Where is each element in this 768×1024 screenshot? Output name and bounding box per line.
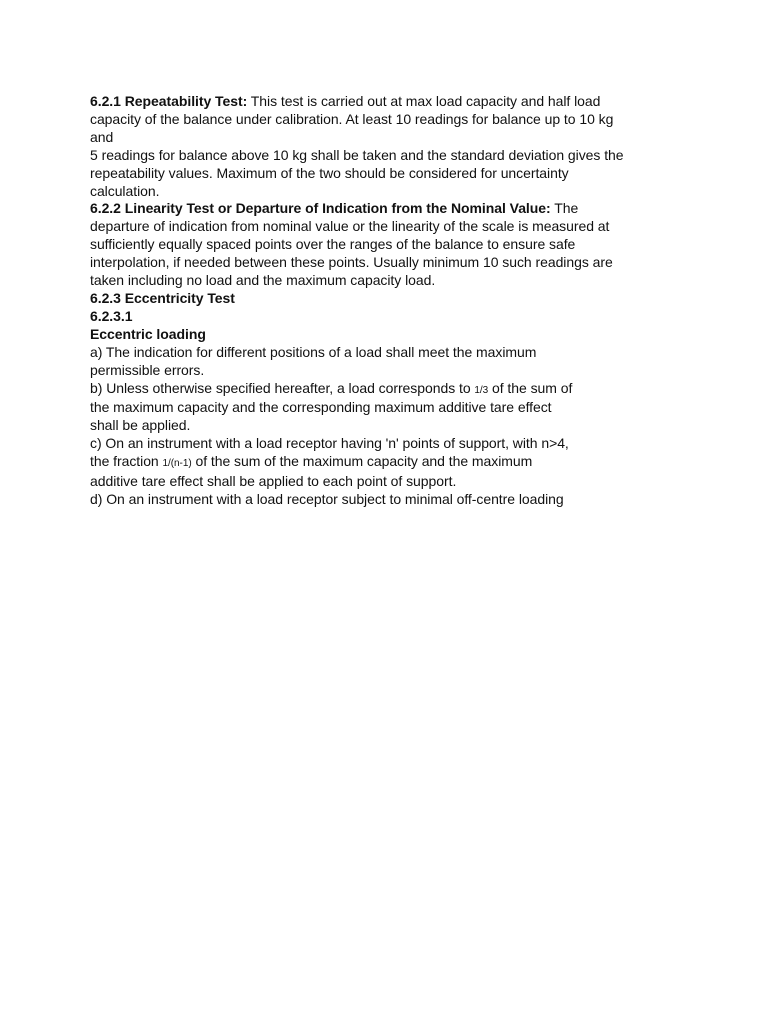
item-c-line-3: additive tare effect shall be applied to each point of support. (90, 473, 457, 490)
body-text: capacity of the balance under calibration. At least 10 readings for balance up to 10 kg (90, 110, 614, 127)
section-heading-6-2-2: 6.2.2 Linearity Test or Departure of Indication from the Nominal Value: (90, 200, 551, 217)
item-a-line-1: a) The indication for different positions of a load shall meet the maximum (90, 343, 537, 360)
document-body (90, 93, 690, 509)
fraction-one-third: 1/3 (474, 384, 489, 396)
section-heading-6-2-1: 6.2.1 Repeatability Test: (90, 93, 248, 109)
item-b-line-3: shall be applied. (90, 417, 191, 434)
item-a-line-2: permissible errors. (90, 361, 205, 378)
section-title-eccentric-loading: Eccentric loading (90, 325, 206, 342)
section-6-2-2-line-1 (90, 200, 690, 218)
body-text: This test is carried out at max load capacity and half load (247, 93, 601, 109)
item-d-line-1: d) On an instrument with a load receptor subject to minimal off-centre loading (90, 490, 564, 507)
body-text: taken including no load and the maximum capacity load. (90, 272, 436, 289)
body-text: of the sum of (488, 379, 573, 396)
fraction-one-over-n-minus-one: 1/(n-1) (162, 458, 192, 470)
item-c-line-2 (90, 453, 690, 473)
body-text: b) Unless otherwise specified hereafter, a load corresponds to (90, 379, 475, 396)
body-text: the fraction (90, 453, 163, 470)
body-text: calculation. (90, 182, 160, 199)
item-b-line-1 (90, 380, 690, 400)
section-6-2-1-line-1 (90, 93, 690, 111)
section-heading-6-2-3: 6.2.3 Eccentricity Test (90, 289, 235, 306)
section-number-6-2-3-1: 6.2.3.1 (90, 307, 133, 324)
item-c-line-1: c) On an instrument with a load receptor having 'n' points of support, with n>4, (90, 435, 569, 452)
body-text: and (90, 128, 114, 145)
body-text: interpolation, if needed between these points. Usually minimum 10 such readings are (90, 254, 613, 271)
body-text: The (550, 200, 579, 217)
body-text: of the sum of the maximum capacity and the maximum (191, 453, 533, 470)
item-b-line-2: the maximum capacity and the corresponding maximum additive tare effect (90, 399, 552, 416)
body-text: 5 readings for balance above 10 kg shall be taken and the standard deviation gives the (90, 146, 624, 163)
body-text: repeatability values. Maximum of the two should be considered for uncertainty (90, 164, 569, 181)
body-text: departure of indication from nominal value or the linearity of the scale is measured at (90, 218, 610, 235)
body-text: sufficiently equally spaced points over the ranges of the balance to ensure safe (90, 236, 576, 253)
